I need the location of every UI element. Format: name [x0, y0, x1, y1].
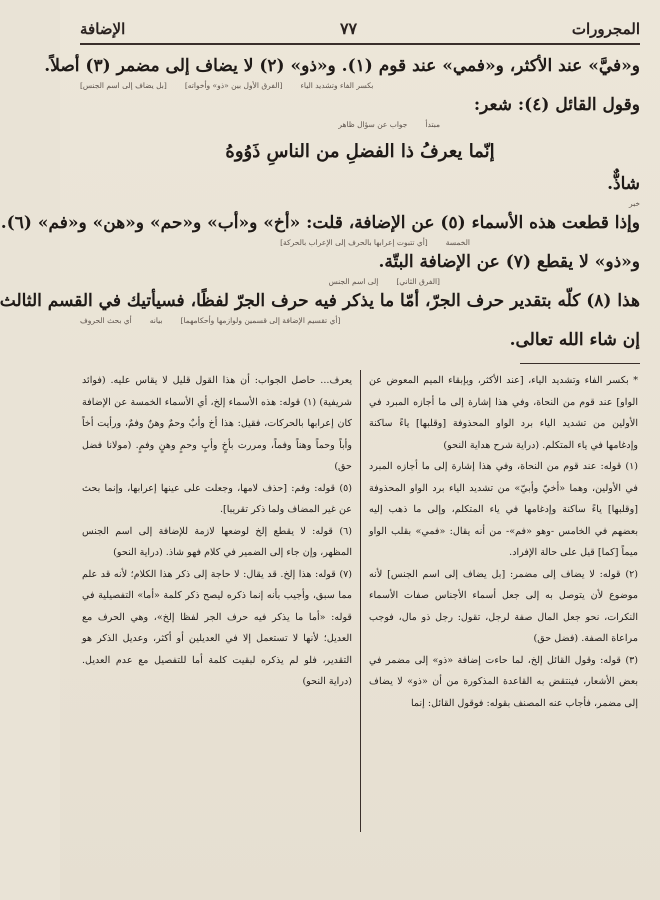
commentary-column-left	[80, 370, 360, 832]
gloss: إلى اسم الجنس	[328, 277, 379, 286]
commentary-paragraph: (٦) قوله: لا يقطع إلخ لوضعها لازمة للإضافة إلى اسم الجنس المظهر، وإن جاء إلى الضمير في كلام فهو شاذ. (دراية النحو)	[82, 525, 352, 558]
page-number: ٧٧	[339, 19, 358, 38]
commentary-paragraph: (٢) قوله: لا يضاف إلى مضمر: [بل يضاف إلى اسم الجنس] لأنه موضوع لأن يتوصل به إلى جعل أسماء الأجناس صفات الأسماء النكرات، نحو جعل المال صفة لرجل، تقول: رجل ذو مال، فوجب مراعاة الصفة. (فضل حق)	[369, 568, 638, 644]
gloss: بيانه	[149, 316, 163, 325]
gloss: جواب عن سؤال ظاهر	[338, 120, 408, 129]
commentary-paragraph: يعرف... حاصل الجواب: أن هذا القول قليل لا يقاس عليه. (فوائد شريفية) (١) قوله: هذه الأسماء إلخ، أي الأسماء الخمسة عن الإضافة كان إعرابها بالحركات، فقيل: هذا أخ وأبٌ وحمٌ وهنٌ وفمٌ، ورأيت أخاً وأباً وحماً وهناً وفماً، ومررت بأخٍ وأبٍ وحمٍ وهنٍ وفمٍ. (مولانا فضل حق)	[82, 375, 352, 472]
main-line-2: وقول القائل (٤): شعر:	[473, 95, 640, 115]
gloss-row-6	[80, 314, 640, 327]
main-line-4: وإذا قطعت هذه الأسماء (٥) عن الإضافة، قلت: «أخ» و«أب» و«حم» و«هن» و«فم» (٦).	[0, 213, 640, 233]
gloss: [أي تتبوت إعرابها بالحرف إلى الإعراب بالحركة]	[280, 238, 428, 247]
main-line-1: و«فيَّ» عند الأكثر، و«فمي» عند قوم (١). و«ذو» (٢) لا يضاف إلى مضمر (٣) أصلاً.	[44, 56, 640, 76]
footnote-divider	[520, 363, 640, 364]
gloss: الخمسة	[445, 238, 470, 247]
gloss: أي بحث الحروف	[80, 316, 132, 325]
gloss-row-4	[80, 236, 640, 249]
main-line-7: إن شاء الله تعالى.	[509, 330, 640, 350]
gloss: مبتدأ	[425, 120, 440, 129]
header-chapter-title: المجرورات	[571, 20, 640, 38]
gloss: [الفرق الثاني]	[396, 277, 440, 286]
commentary-paragraph: (٧) قوله: هذا إلخ. قد يقال: لا حاجة إلى ذكر هذا الكلام؛ لأنه قد علم مما سبق، وأجيب بأنه إنما ذكره ليصح ذكر كلمة «أما» التفصيلية في قوله: «أما ما يذكر فيه حرف الجر لفظا إلخ»، وهي الحرف مع العديل؛ لأنها لا تستعمل إلا في العديلين أو أكثر، وعديل الذكر هو التقدير، فلو لم يذكره لبقيت كلمة أما للتفصيل مع عدم العديل. (دراية النحو)	[82, 568, 352, 687]
main-line-3: شاذٌّ.	[607, 174, 640, 194]
gloss-row-2	[80, 118, 640, 131]
gloss-row-5	[80, 275, 640, 288]
header-section-title: الإضافة	[80, 20, 126, 38]
commentary-paragraph: (١) قوله: عند قوم من النحاة، وفي هذا إشارة إلى ما أجازه المبرد في الأولين، وهما «أخيّ وأبيّ» من تشديد الياء برد الواو المحذوفة [وقلبها] ياءً ساكنة وإدغامها في ياء المتكلم، وإلى ما ذهب إليه بعضهم في الخامس -وهو «فم»- من أنه يقال: «فمي» بقلب الواو ميماً [كما] قيل على حالة الإفراد.	[369, 461, 638, 558]
gloss-row-1	[80, 79, 640, 92]
commentary-paragraph: * بكسر الفاء وتشديد الياء، [عند الأكثر، وبإبقاء الميم المعوض عن الواو] عند قوم من النحاة، وفي هذا إشارة إلى ما أجازه المبرد في الأولين من تشديد الياء برد الواو المحذوفة [وقلبها] ياءً ساكنة وإدغامها في ياء المتكلم. (دراية شرح هداية النحو)	[369, 375, 638, 451]
main-line-5: و«ذو» لا يقطع (٧) عن الإضافة البتّة.	[378, 252, 640, 272]
commentary-columns	[80, 370, 640, 832]
page-header	[80, 14, 640, 38]
gloss-row-3	[80, 197, 640, 210]
commentary-column-right	[360, 370, 640, 832]
main-text	[0, 53, 640, 353]
gloss: [الفرق الأول بين «ذو» وأخواته]	[184, 81, 283, 90]
commentary-paragraph: (٣) قوله: وقول القائل إلخ، لما حاءت إضافة «ذو» إلى مضمر في بعض الأشعار، فينتقض به القاعدة المذكورة من أن «ذو» لا يضاف إلى مضمر، فأجاب عنه المصنف بقوله: فوقول القائل: إنما	[369, 654, 638, 709]
commentary-paragraph: (٥) قوله: وفم: [حذف لامها، وجعلت على عينها إعرابها، وإنما بحث عن غير المضاف ولما ذكر تقريبا].	[82, 482, 352, 515]
header-rule	[80, 43, 640, 45]
poetry-verse: إنّما يعرفُ ذا الفضلِ من الناسِ ذَوُوهُ	[225, 141, 495, 162]
gloss: [أي تقسيم الإضافة إلى قسمين ولوازمها وأحكامهما]	[180, 316, 341, 325]
gloss: بكسر الفاء وتشديد الياء	[300, 81, 374, 90]
main-line-6: هذا (٨) كلّه بتقدير حرف الجرّ، أمّا ما يذكر فيه حرف الجرّ لفظًا، فسيأتيك في القسم الثالث	[0, 291, 640, 311]
gloss: [بل يضاف إلى اسم الجنس]	[80, 81, 167, 90]
gloss: خبر	[628, 199, 640, 208]
